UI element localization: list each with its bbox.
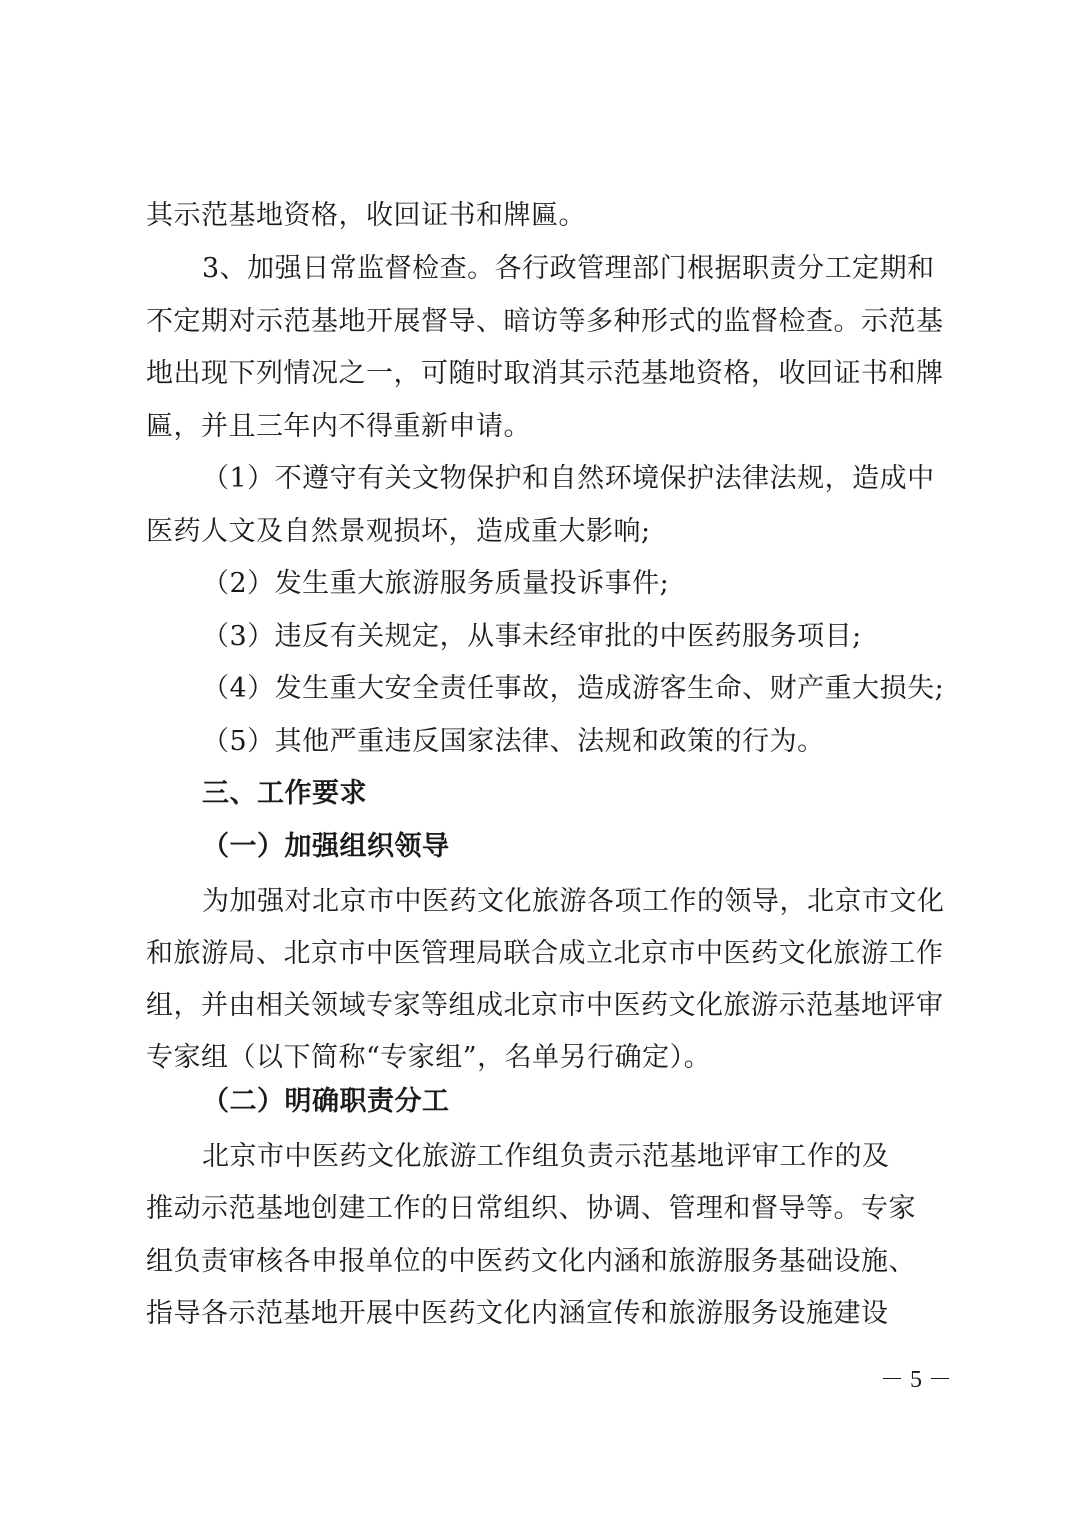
paragraph-line: 推动示范基地创建工作的日常组织、协调、管理和督导等。专家 [146, 1193, 916, 1224]
paragraph-line: 组，并由相关领域专家等组成北京市中医药文化旅游示范基地评审 [146, 990, 944, 1021]
page-number: － 5 － [880, 1367, 952, 1393]
paragraph-line: 为加强对北京市中医药文化旅游各项工作的领导，北京市文化 [202, 886, 945, 917]
subsection-heading: （一）加强组织领导 [202, 831, 450, 862]
paragraph-line: 其示范基地资格，收回证书和牌匾。 [146, 200, 586, 231]
paragraph-line: 指导各示范基地开展中医药文化内涵宣传和旅游服务设施建设 [146, 1298, 889, 1329]
paragraph-line: 地出现下列情况之一，可随时取消其示范基地资格，收回证书和牌 [146, 358, 944, 389]
subsection-heading: （二）明确职责分工 [202, 1086, 450, 1117]
section-heading: 三、工作要求 [202, 778, 367, 809]
paragraph-line: 3、加强日常监督检查。各行政管理部门根据职责分工定期和 [202, 253, 935, 284]
paragraph-line: （5）其他严重违反国家法律、法规和政策的行为。 [202, 726, 825, 757]
paragraph-line: 专家组（以下简称“专家组”，名单另行确定）。 [146, 1042, 712, 1073]
paragraph-line: 北京市中医药文化旅游工作组负责示范基地评审工作的及 [202, 1141, 890, 1172]
paragraph-line: 组负责审核各申报单位的中医药文化内涵和旅游服务基础设施、 [146, 1246, 916, 1277]
paragraph-line: 匾，并且三年内不得重新申请。 [146, 411, 531, 442]
paragraph-line: （4）发生重大安全责任事故，造成游客生命、财产重大损失; [202, 673, 945, 704]
paragraph-line: （3）违反有关规定，从事未经审批的中医药服务项目; [202, 621, 862, 652]
paragraph-line: （1）不遵守有关文物保护和自然环境保护法律法规，造成中 [202, 463, 935, 494]
paragraph-line: （2）发生重大旅游服务质量投诉事件; [202, 568, 670, 599]
paragraph-line: 医药人文及自然景观损坏，造成重大影响; [146, 516, 651, 547]
paragraph-line: 和旅游局、北京市中医管理局联合成立北京市中医药文化旅游工作 [146, 938, 944, 969]
paragraph-line: 不定期对示范基地开展督导、暗访等多种形式的监督检查。示范基 [146, 306, 944, 337]
